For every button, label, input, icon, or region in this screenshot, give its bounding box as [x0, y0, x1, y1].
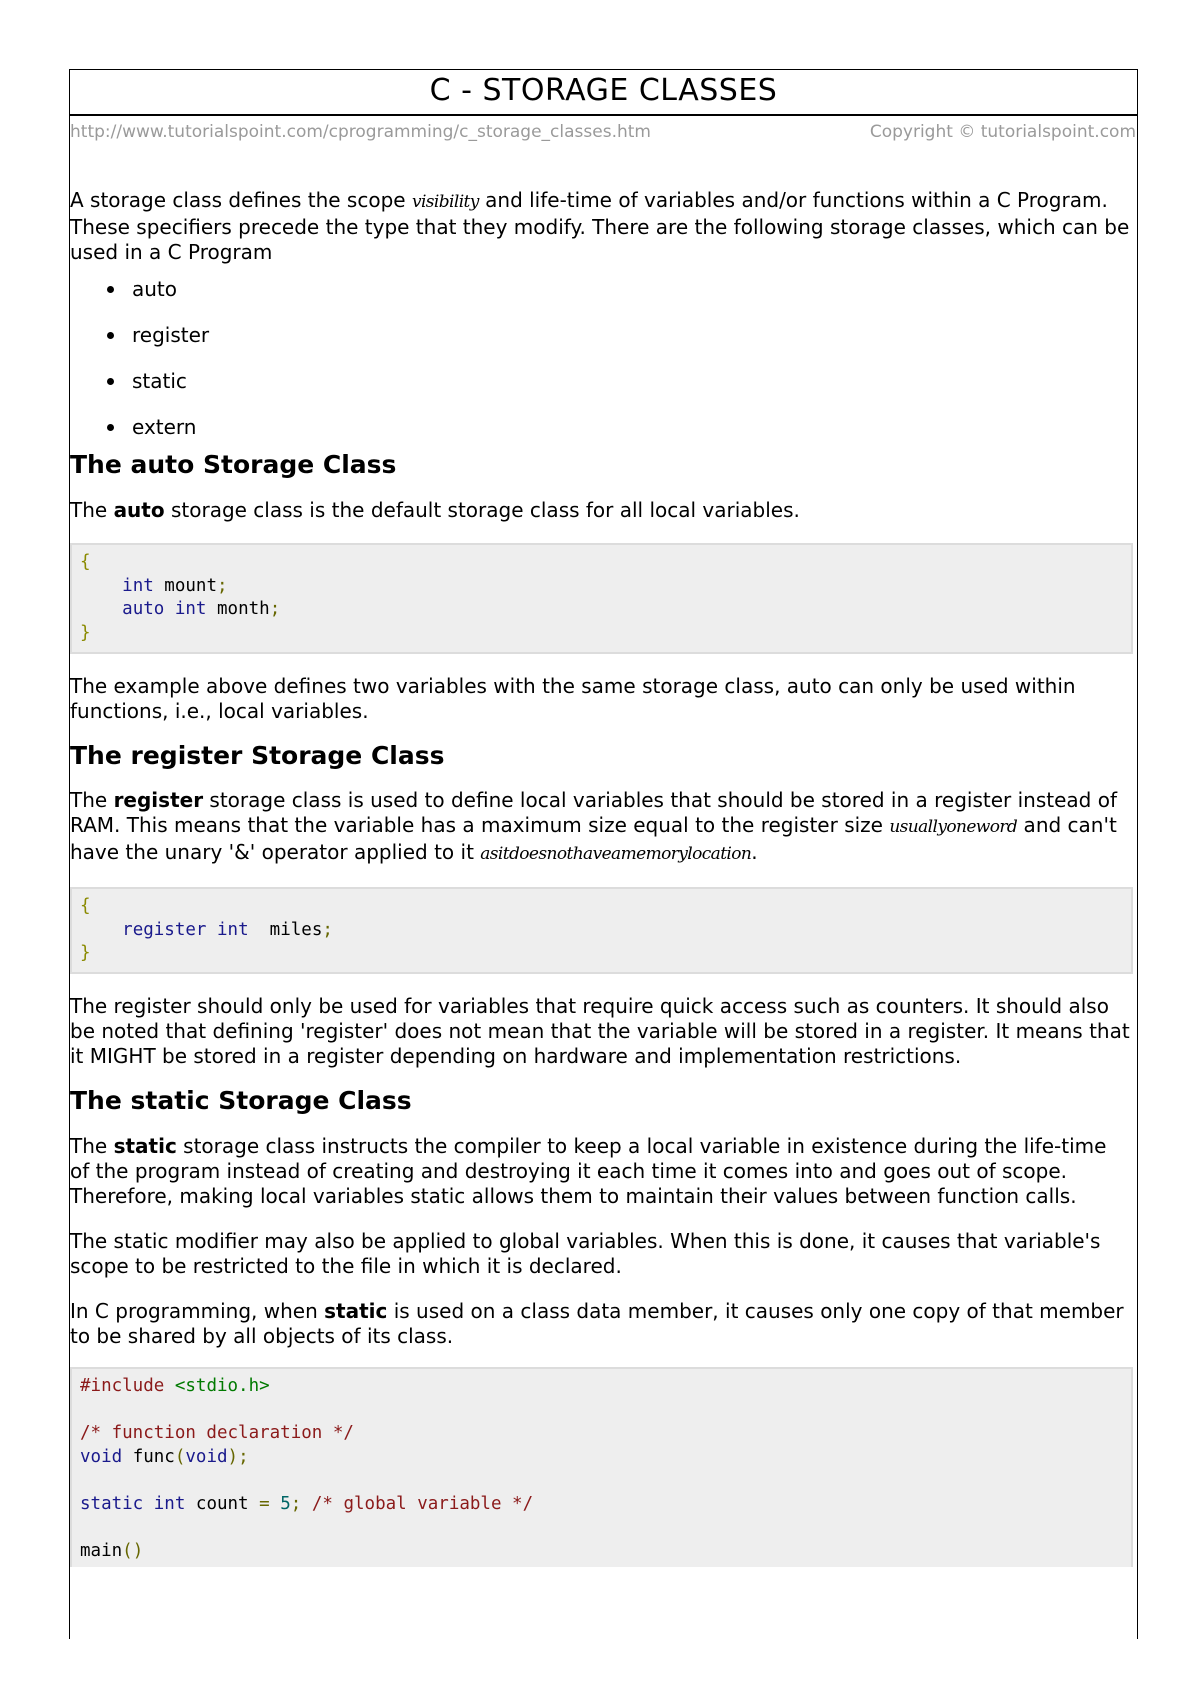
code-token: = — [259, 1493, 270, 1514]
code-token: ; — [290, 1493, 302, 1514]
code-token: void — [80, 1446, 123, 1467]
code-token: void — [185, 1446, 228, 1467]
code-token: int — [153, 1493, 186, 1514]
code-block-static — [70, 1367, 1133, 1567]
code-token: } — [80, 622, 91, 643]
code-token: ; — [322, 919, 333, 940]
intro-text-2: and life-time of variables and/or functions within a C Program. These specifiers precede the type that they modify. There are the following storage classes, which can be used in a C Program — [70, 188, 1130, 264]
code-token: month — [206, 599, 270, 619]
copyright-notice: Copyright © tutorialspoint.com — [869, 122, 1136, 142]
text: . — [751, 840, 758, 864]
static-paragraph-1 — [70, 1134, 1132, 1209]
code-token: int — [174, 599, 207, 619]
subscript-note: asitdoesnothaveamemorylocation — [480, 844, 752, 864]
static-heading: The static Storage Class — [70, 1086, 412, 1115]
intro-paragraph — [70, 188, 1132, 265]
code-token: /* global variable */ — [301, 1493, 534, 1514]
register-paragraph-2: The register should only be used for variables that require quick access such as counters. It should also be noted that defining 'register' does not mean that the variable will be stored in a register. It means that it MIGHT be stored in a register depending on hardware and implementation restrictions. — [70, 994, 1130, 1068]
text: The — [70, 498, 114, 522]
intro-subscript: visibility — [411, 192, 479, 212]
subscript-note: usuallyoneword — [889, 817, 1018, 837]
register-heading: The register Storage Class — [70, 741, 445, 770]
code-token: miles — [248, 919, 323, 940]
static-paragraph-2: The static modifier may also be applied to global variables. When this is done, it causes that variable's scope to be restricted to the file in which it is declared. — [70, 1229, 1101, 1278]
text: In C programming, when — [70, 1299, 325, 1323]
keyword-static: static — [324, 1299, 388, 1323]
code-token: main — [80, 1540, 123, 1561]
code-token: } — [80, 943, 91, 963]
text: storage class is the default storage class for all local variables. — [164, 498, 800, 522]
code-token: register — [122, 919, 207, 940]
code-token: count — [185, 1493, 260, 1514]
code-token: int — [217, 919, 249, 940]
text: The — [70, 788, 114, 812]
article-content — [70, 188, 1132, 1567]
list-item: static — [70, 369, 1132, 415]
storage-class-list — [70, 277, 1132, 449]
auto-heading: The auto Storage Class — [70, 450, 397, 479]
keyword-static: static — [113, 1134, 177, 1158]
text: The — [70, 1134, 114, 1158]
code-token: /* function declaration */ — [80, 1423, 354, 1443]
code-token: ); — [227, 1446, 249, 1467]
text: storage class instructs the compiler to keep a local variable in existence during the life-time of the program instead of creating and destroying it each time it comes into and goes out of scope. Therefore, making local variables static allows them to maintain their values between function calls. — [70, 1134, 1107, 1208]
auto-paragraph-1 — [70, 498, 1132, 523]
code-token: { — [80, 552, 91, 572]
code-token: ; — [216, 575, 228, 596]
code-token: 5 — [269, 1493, 291, 1514]
code-token: mount — [153, 575, 217, 596]
code-token: () — [122, 1540, 144, 1561]
code-token: static — [80, 1493, 144, 1514]
keyword-register: register — [113, 788, 204, 812]
static-paragraph-3 — [70, 1299, 1132, 1349]
source-url[interactable]: http://www.tutorialspoint.com/cprogramming/c_storage_classes.htm — [70, 122, 651, 142]
code-block-register — [70, 887, 1133, 974]
list-item: register — [70, 323, 1132, 369]
code-token: <stdio.h> — [164, 1376, 270, 1396]
text: is used on a class data member, it causes only one copy of that member to be shared by all objects of its class. — [70, 1299, 1124, 1348]
code-token: ; — [269, 599, 281, 619]
code-token: func — [122, 1446, 175, 1467]
list-item: auto — [70, 277, 1132, 323]
text: storage class is used to define local variables that should be stored in a register instead of RAM. This means that the variable has a maximum size equal to the register size — [70, 788, 1117, 837]
page-title: C - STORAGE CLASSES — [69, 70, 1138, 116]
auto-paragraph-2: The example above defines two variables with the same storage class, auto can only be used within functions, i.e., local variables. — [70, 674, 1076, 723]
list-item: extern — [70, 415, 1132, 449]
code-token: int — [122, 575, 154, 596]
text: and can't have the unary '&' operator applied to it — [70, 813, 1117, 864]
code-token: { — [80, 896, 91, 916]
code-block-auto — [70, 543, 1133, 654]
intro-text-1: A storage class defines the scope — [70, 188, 412, 212]
code-token: ( — [174, 1446, 186, 1467]
keyword-auto: auto — [113, 498, 165, 522]
code-token: auto — [122, 599, 165, 619]
register-paragraph-1 — [70, 788, 1132, 867]
code-token: #include — [80, 1376, 165, 1396]
